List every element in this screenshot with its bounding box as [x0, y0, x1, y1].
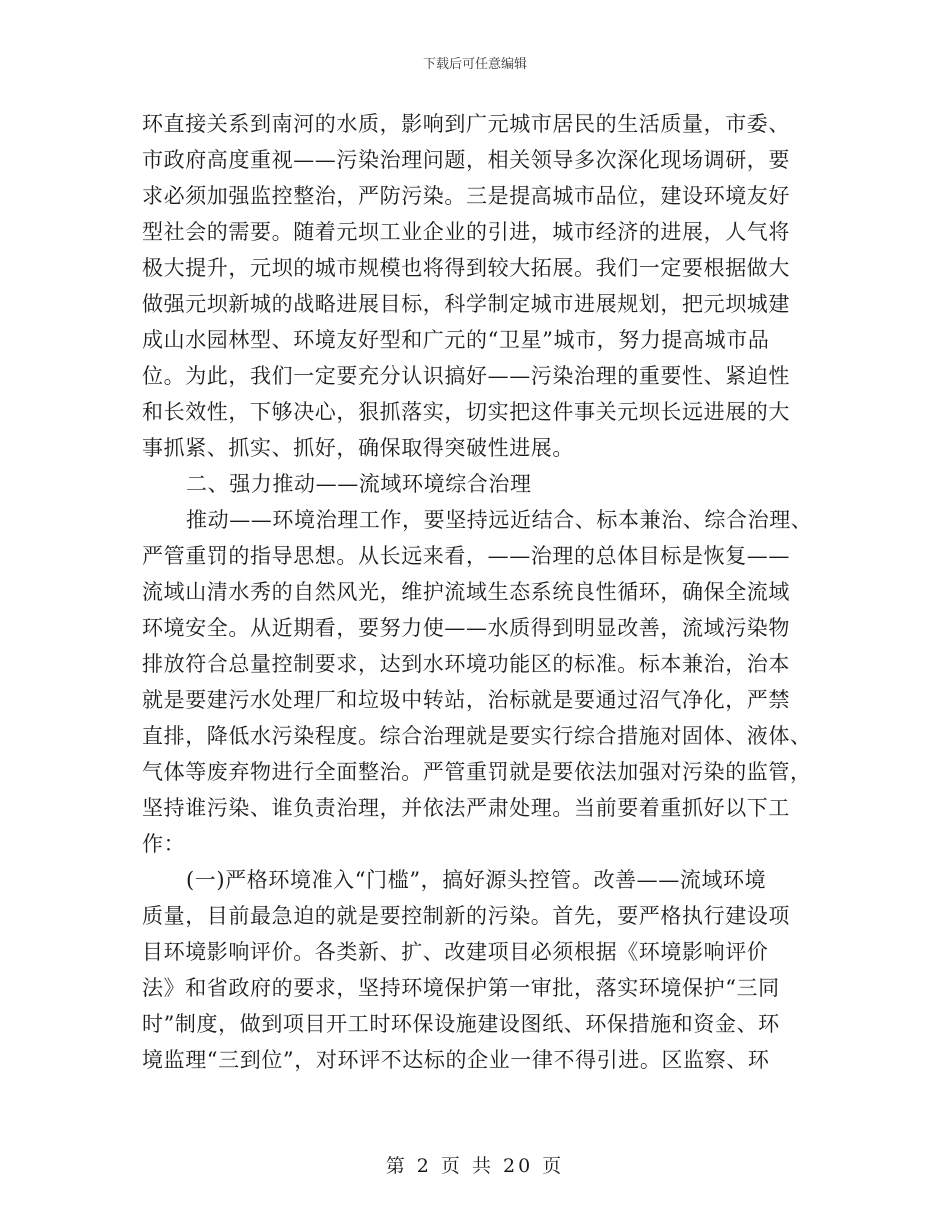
body-line: 气体等废弃物进行全面整治。严管重罚就是要依法加强对污染的监管，	[142, 760, 812, 784]
section-heading: 二、强力推动——流域环境综合治理	[186, 472, 532, 496]
body-line: 市政府高度重视——污染治理问题，相关领导多次深化现场调研，要	[142, 148, 790, 172]
body-line: 时”制度，做到项目开工时环保设施建设图纸、环保措施和资金、环	[142, 1012, 780, 1036]
body-line: 成山水园林型、环境友好型和广元的“卫星”城市，努力提高城市品	[142, 328, 770, 352]
subsection-line: (一)严格环境准入“门槛”，搞好源头控管。改善——流域环境	[186, 868, 767, 892]
body-line: 严管重罚的指导思想。从长远来看，——治理的总体目标是恢复——	[142, 544, 790, 568]
body-line: 质量，目前最急迫的就是要控制新的污染。首先，要严格执行建设项	[142, 904, 790, 928]
body-line: 境监理“三到位”，对环评不达标的企业一律不得引进。区监察、环	[142, 1048, 770, 1072]
body-line: 直排，降低水污染程度。综合治理就是要实行综合措施对固体、液体、	[142, 724, 812, 748]
body-line: 排放符合总量控制要求，达到水环境功能区的标准。标本兼治，治本	[142, 652, 790, 676]
body-line: 目环境影响评价。各类新、扩、改建项目必须根据《环境影响评价	[142, 940, 769, 964]
body-line: 事抓紧、抓实、抓好，确保取得突破性进展。	[142, 436, 574, 460]
body-line: 和长效性，下够决心，狠抓落实，切实把这件事关元坝长远进展的大	[142, 400, 790, 424]
body-line: 环境安全。从近期看，要努力使——水质得到明显改善，流域污染物	[142, 616, 790, 640]
page-header: 下载后可任意编辑	[422, 57, 527, 72]
body-line: 极大提升，元坝的城市规模也将得到较大拓展。我们一定要根据做大	[142, 256, 790, 280]
page-number: 第 2 页 共 20 页	[385, 1155, 565, 1177]
body-line: 做强元坝新城的战略进展目标，科学制定城市进展规划，把元坝城建	[142, 292, 790, 316]
document-body	[142, 106, 814, 1078]
body-line: 法》和省政府的要求，坚持环境保护第一审批，落实环境保护“三同	[142, 976, 780, 1000]
body-line: 位。为此，我们一定要充分认识搞好——污染治理的重要性、紧迫性	[142, 364, 790, 388]
body-line: 流域山清水秀的自然风光，维护流域生态系统良性循环，确保全流域	[142, 580, 790, 604]
body-line: 作：	[142, 832, 186, 856]
body-line: 坚持谁污染、谁负责治理，并依法严肃处理。当前要着重抓好以下工	[142, 796, 790, 820]
body-line: 型社会的需要。随着元坝工业企业的引进，城市经济的进展，人气将	[142, 220, 790, 244]
body-line: 求必须加强监控整治，严防污染。三是提高城市品位，建设环境友好	[142, 184, 790, 208]
body-line: 环直接关系到南河的水质，影响到广元城市居民的生活质量，市委、	[142, 112, 790, 136]
body-line: 推动——环境治理工作，要坚持远近结合、标本兼治、综合治理、	[186, 508, 813, 532]
body-line: 就是要建污水处理厂和垃圾中转站，治标就是要通过沼气净化，严禁	[142, 688, 790, 712]
